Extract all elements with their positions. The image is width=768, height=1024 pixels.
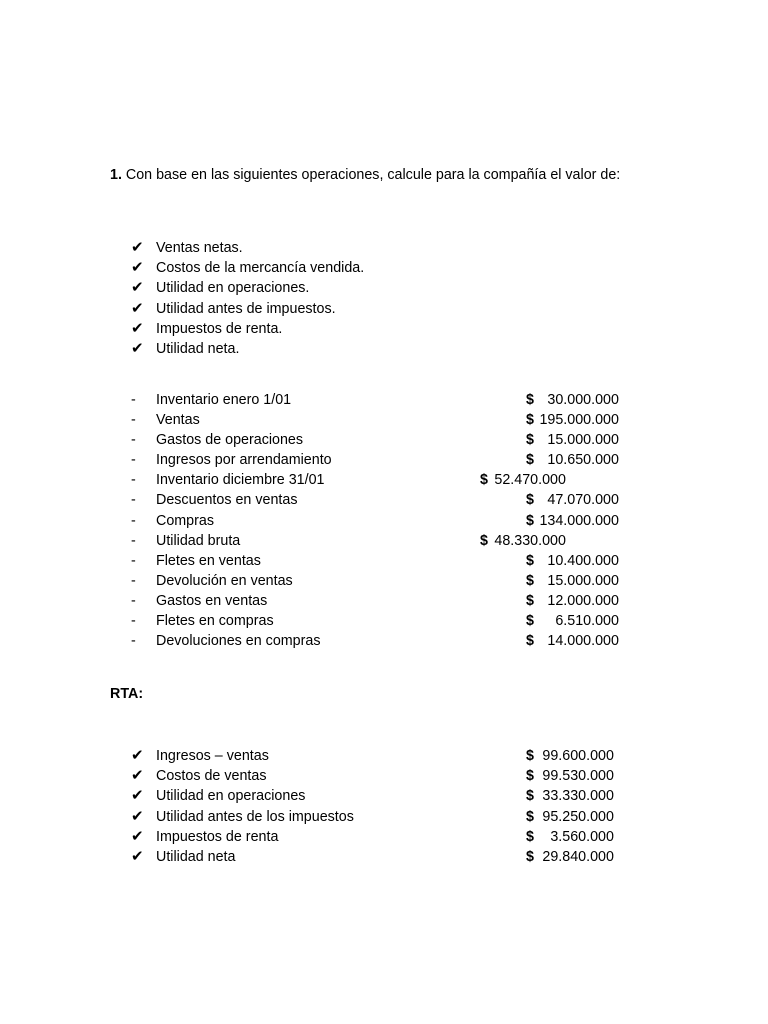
checkmark-icon: ✔ bbox=[131, 299, 144, 317]
dash-bullet: - bbox=[131, 552, 136, 569]
result-label: Utilidad neta bbox=[156, 848, 236, 865]
result-value bbox=[526, 786, 614, 806]
operation-amount: 10.650.000 bbox=[547, 452, 619, 469]
checklist-item-label: Utilidad neta. bbox=[156, 340, 240, 357]
currency-symbol: $ bbox=[526, 592, 534, 609]
result-label: Impuestos de renta bbox=[156, 828, 279, 845]
checkmark-icon: ✔ bbox=[131, 767, 144, 785]
currency-symbol: $ bbox=[526, 412, 534, 429]
operation-row bbox=[131, 591, 631, 611]
currency-symbol: $ bbox=[526, 572, 534, 589]
operation-label: Ingresos por arrendamiento bbox=[156, 452, 332, 469]
dash-bullet: - bbox=[131, 412, 136, 429]
operation-amount: 15.000.000 bbox=[547, 572, 619, 589]
result-row bbox=[131, 766, 631, 786]
answer-heading: RTA: bbox=[110, 686, 144, 702]
checklist-item bbox=[131, 319, 531, 339]
operation-value bbox=[526, 611, 619, 631]
operation-row bbox=[131, 531, 631, 551]
result-row bbox=[131, 807, 631, 827]
checklist-item bbox=[131, 238, 531, 258]
checklist-item-label: Costos de la mercancía vendida. bbox=[156, 260, 365, 277]
operation-row bbox=[131, 611, 631, 631]
checklist-item-label: Utilidad en operaciones. bbox=[156, 280, 310, 297]
checklist-item bbox=[131, 278, 531, 298]
operation-value bbox=[526, 571, 619, 591]
operation-value bbox=[526, 511, 619, 531]
operation-row bbox=[131, 571, 631, 591]
operation-label: Utilidad bruta bbox=[156, 532, 241, 549]
currency-symbol: $ bbox=[526, 492, 534, 509]
dash-bullet: - bbox=[131, 392, 136, 408]
operation-amount: 15.000.000 bbox=[547, 432, 619, 449]
question-paragraph bbox=[110, 165, 657, 186]
operation-row bbox=[131, 470, 631, 490]
operation-value bbox=[526, 450, 619, 470]
operation-label: Gastos de operaciones bbox=[156, 432, 304, 449]
operation-row bbox=[131, 551, 631, 571]
dash-bullet: - bbox=[131, 633, 136, 650]
checklist-item-label: Impuestos de renta. bbox=[156, 320, 283, 337]
currency-symbol: $ bbox=[526, 848, 534, 865]
dash-bullet: - bbox=[131, 572, 136, 589]
operation-amount: 48.330.000 bbox=[494, 532, 566, 549]
operation-row bbox=[131, 631, 631, 651]
operation-label: Fletes en ventas bbox=[156, 552, 261, 569]
result-amount: 29.840.000 bbox=[542, 848, 614, 865]
result-label: Utilidad antes de los impuestos bbox=[156, 808, 354, 825]
operation-value bbox=[480, 531, 566, 551]
currency-symbol: $ bbox=[526, 613, 534, 630]
result-amount: 3.560.000 bbox=[550, 828, 614, 845]
dash-bullet: - bbox=[131, 512, 136, 529]
result-amount: 95.250.000 bbox=[542, 808, 614, 825]
result-label: Utilidad en operaciones bbox=[156, 788, 306, 805]
operation-label: Compras bbox=[156, 512, 214, 529]
question-text: Con base en las siguientes operaciones, calcule para la compañía el valor de: bbox=[121, 167, 621, 183]
result-amount: 99.530.000 bbox=[542, 768, 614, 785]
result-value bbox=[526, 827, 614, 847]
operation-row bbox=[131, 490, 631, 510]
dash-bullet: - bbox=[131, 613, 136, 630]
checkmark-icon: ✔ bbox=[131, 339, 144, 357]
currency-symbol: $ bbox=[526, 768, 534, 785]
checklist-item-label: Ventas netas. bbox=[156, 240, 243, 256]
operation-amount: 47.070.000 bbox=[547, 492, 619, 509]
currency-symbol: $ bbox=[526, 512, 534, 529]
currency-symbol: $ bbox=[526, 748, 534, 764]
operation-value bbox=[526, 410, 619, 430]
dash-bullet: - bbox=[131, 472, 136, 489]
currency-symbol: $ bbox=[526, 633, 534, 650]
result-row bbox=[131, 786, 631, 806]
checkmark-icon: ✔ bbox=[131, 259, 144, 277]
operation-amount: 14.000.000 bbox=[547, 633, 619, 650]
operation-label: Devoluciones en compras bbox=[156, 633, 321, 650]
checkmark-icon: ✔ bbox=[131, 747, 144, 764]
result-label: Ingresos – ventas bbox=[156, 748, 269, 764]
checkmark-icon: ✔ bbox=[131, 827, 144, 845]
result-amount: 33.330.000 bbox=[542, 788, 614, 805]
operation-amount: 195.000.000 bbox=[539, 412, 619, 429]
operation-amount: 12.000.000 bbox=[547, 592, 619, 609]
operation-value bbox=[526, 390, 619, 410]
currency-symbol: $ bbox=[526, 828, 534, 845]
checklist-item bbox=[131, 258, 531, 278]
checkmark-icon: ✔ bbox=[131, 807, 144, 825]
dash-bullet: - bbox=[131, 432, 136, 449]
checkmark-icon: ✔ bbox=[131, 319, 144, 337]
operation-value bbox=[526, 631, 619, 651]
operation-label: Inventario diciembre 31/01 bbox=[156, 472, 325, 489]
currency-symbol: $ bbox=[526, 392, 534, 408]
operation-row bbox=[131, 430, 631, 450]
operation-amount: 134.000.000 bbox=[539, 512, 619, 529]
result-value bbox=[526, 847, 614, 867]
operation-label: Ventas bbox=[156, 412, 200, 429]
currency-symbol: $ bbox=[526, 808, 534, 825]
targets-checklist bbox=[131, 238, 531, 359]
operation-label: Gastos en ventas bbox=[156, 592, 268, 609]
results-checklist bbox=[131, 746, 631, 867]
operation-value bbox=[480, 470, 566, 490]
result-row bbox=[131, 746, 631, 766]
operation-label: Descuentos en ventas bbox=[156, 492, 298, 509]
result-amount: 99.600.000 bbox=[542, 748, 614, 764]
operation-value bbox=[526, 490, 619, 510]
operation-label: Devolución en ventas bbox=[156, 572, 293, 589]
operation-row bbox=[131, 410, 631, 430]
checkmark-icon: ✔ bbox=[131, 847, 144, 865]
dash-bullet: - bbox=[131, 452, 136, 469]
currency-symbol: $ bbox=[480, 472, 488, 489]
question-number: 1. bbox=[110, 167, 122, 183]
operation-row bbox=[131, 390, 631, 410]
currency-symbol: $ bbox=[526, 552, 534, 569]
operation-label: Inventario enero 1/01 bbox=[156, 392, 292, 408]
operation-label: Fletes en compras bbox=[156, 613, 274, 630]
checklist-item-label: Utilidad antes de impuestos. bbox=[156, 300, 336, 317]
operation-amount: 6.510.000 bbox=[555, 613, 619, 630]
currency-symbol: $ bbox=[480, 532, 488, 549]
currency-symbol: $ bbox=[526, 452, 534, 469]
checkmark-icon: ✔ bbox=[131, 239, 144, 256]
operation-amount: 52.470.000 bbox=[494, 472, 566, 489]
result-row bbox=[131, 827, 631, 847]
dash-bullet: - bbox=[131, 592, 136, 609]
checklist-item bbox=[131, 339, 531, 359]
currency-symbol: $ bbox=[526, 788, 534, 805]
dash-bullet: - bbox=[131, 492, 136, 509]
operation-row bbox=[131, 450, 631, 470]
operation-amount: 10.400.000 bbox=[547, 552, 619, 569]
dash-bullet: - bbox=[131, 532, 136, 549]
operations-list bbox=[131, 390, 631, 651]
operation-value bbox=[526, 430, 619, 450]
result-value bbox=[526, 746, 614, 766]
checkmark-icon: ✔ bbox=[131, 787, 144, 805]
result-value bbox=[526, 766, 614, 786]
currency-symbol: $ bbox=[526, 432, 534, 449]
operation-value bbox=[526, 551, 619, 571]
operation-amount: 30.000.000 bbox=[547, 392, 619, 408]
result-value bbox=[526, 807, 614, 827]
checklist-item bbox=[131, 299, 531, 319]
result-label: Costos de ventas bbox=[156, 768, 267, 785]
checkmark-icon: ✔ bbox=[131, 279, 144, 297]
operation-value bbox=[526, 591, 619, 611]
result-row bbox=[131, 847, 631, 867]
operation-row bbox=[131, 511, 631, 531]
